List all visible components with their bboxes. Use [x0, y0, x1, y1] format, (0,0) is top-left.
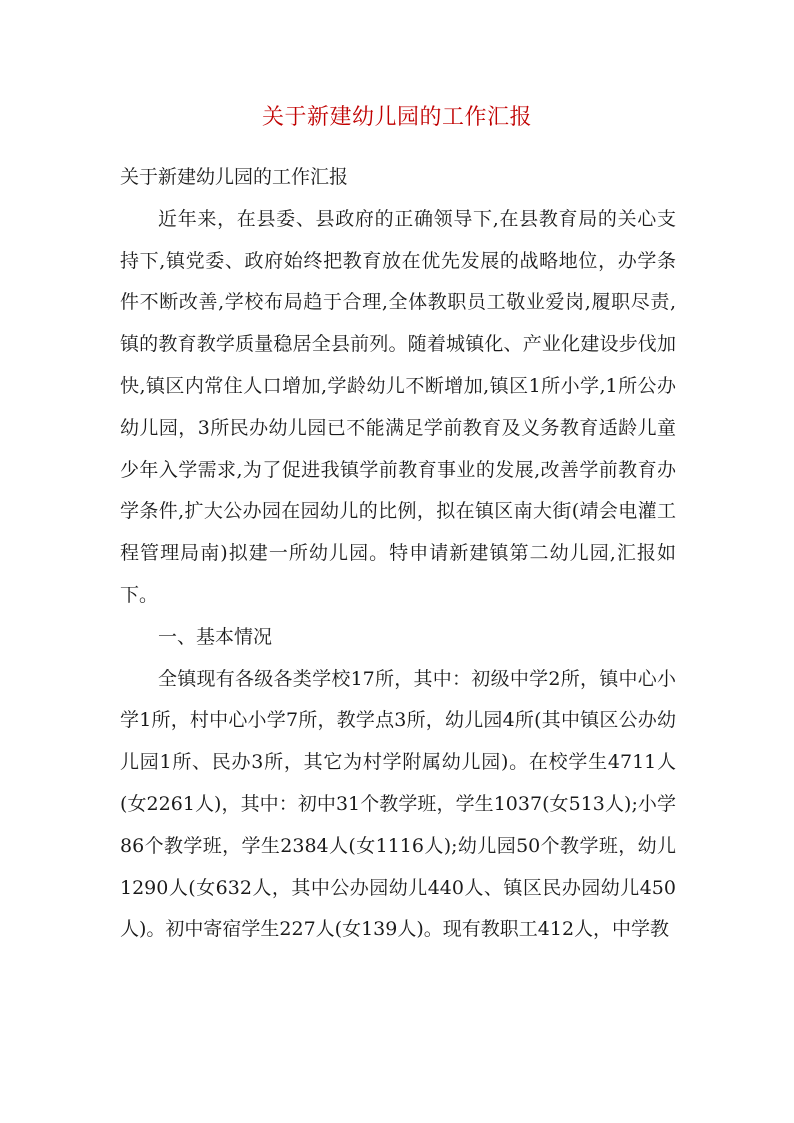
section-heading-basic-situation: 一、基本情况 [158, 625, 273, 648]
document-title: 关于新建幼儿园的工作汇报 [261, 105, 532, 130]
paragraph-intro: 近年来，在县委、县政府的正确领导下,在县教育局的关心支持下,镇党委、政府始终把教育放在优先发展的战略地位，办学条件不断改善,学校布局趋于合理,全体教职员工敬业爱岗,履职尽责,镇的教育教学质量稳居全县前列。随着城镇化、产业化建设步伐加快,镇区内常住人口增加,学龄幼儿不断增加,镇区1所小学,1所公办幼儿园，3所民办幼儿园已不能满足学前教育及义务教育适龄儿童少年入学需求,为了促进我镇学前教育事业的发展,改善学前教育办学条件,扩大公办园在园幼儿的比例，拟在镇区南大街(靖会电灌工程管理局南)拟建一所幼儿园。特申请新建镇第二幼儿园,汇报如下。 [120, 207, 676, 606]
paragraph-basic-situation: 全镇现有各级各类学校17所，其中：初级中学2所，镇中心小学1所，村中心小学7所，教学点3所，幼儿园4所(其中镇区公办幼儿园1所、民办3所，其它为村学附属幼儿园)。在校学生4711人(女2261人)，其中：初中31个教学班，学生1037(女513人);小学86个教学班，学生2384人(女1116人);幼儿园50个教学班，幼儿1290人(女632人，其中公办园幼儿440人、镇区民办园幼儿450人)。初中寄宿学生227人(女139人)。现有教职工412人，中学教 [120, 667, 676, 941]
document-body [120, 157, 676, 951]
document-subtitle: 关于新建幼儿园的工作汇报 [120, 166, 349, 188]
